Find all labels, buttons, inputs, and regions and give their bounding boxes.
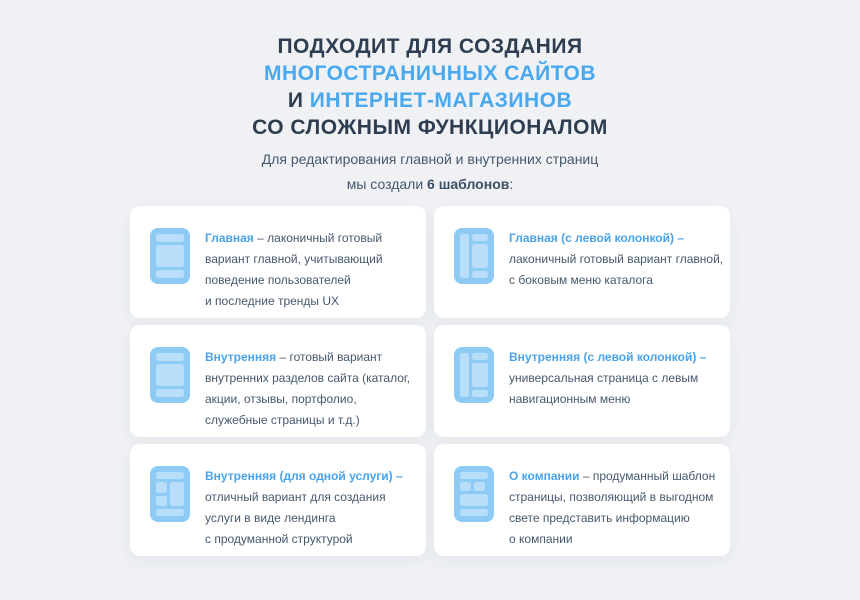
section-header <box>0 0 860 197</box>
card-text-line: навигационным меню <box>509 392 631 406</box>
templates-grid <box>130 206 730 556</box>
card-text-line: вариант главной, учитывающий <box>205 252 383 266</box>
card-text <box>205 347 412 437</box>
main-page-left-column-layout-icon <box>454 228 494 284</box>
section-subtitle <box>0 147 860 197</box>
card-text-line: с боковым меню каталога <box>509 273 653 287</box>
subtitle-line-1: Для редактирования главной и внутренних страниц <box>261 151 599 167</box>
card-text-line: служебные страницы и т.д.) <box>205 413 360 427</box>
inner-page-layout-icon <box>150 347 190 403</box>
card-title: О компании <box>509 469 580 483</box>
card-text-line: страницы, позволяющий в выгодном <box>509 490 714 504</box>
title-line-3: И ИНТЕРНЕТ-МАГАЗИНОВ <box>287 89 573 112</box>
inner-page-left-column-layout-icon <box>454 347 494 403</box>
template-card-inner-left-column <box>434 325 730 437</box>
single-service-landing-layout-icon <box>150 466 190 522</box>
card-text <box>509 466 716 556</box>
card-title-line <box>205 466 412 487</box>
template-card-about-company <box>434 444 730 556</box>
card-title-line: Внутренняя – готовый вариант <box>205 350 383 364</box>
card-title: Внутренняя <box>205 350 277 364</box>
card-text <box>205 466 412 556</box>
template-card-main <box>130 206 426 318</box>
card-title: Внутренняя (для одной услуги) – <box>205 469 403 483</box>
card-text-line: акции, отзывы, портфолио, <box>205 392 357 406</box>
template-card-main-left-column <box>434 206 730 318</box>
card-text-line: внутренних разделов сайта (каталог, <box>205 371 411 385</box>
card-text <box>509 347 716 437</box>
card-text-line: о компании <box>509 532 573 546</box>
card-text-line: отличный вариант для создания <box>205 490 386 504</box>
card-title-line: О компании – продуманный шаблон <box>509 469 716 483</box>
template-card-single-service <box>130 444 426 556</box>
title-line-4: СО СЛОЖНЫМ ФУНКЦИОНАЛОМ <box>252 116 608 139</box>
card-title: Внутренняя (с левой колонкой) – <box>509 350 707 364</box>
card-text <box>509 228 723 318</box>
about-company-layout-icon <box>454 466 494 522</box>
card-text-line: и последние тренды UX <box>205 294 340 308</box>
card-title-line <box>509 228 723 249</box>
templates-count: 6 шаблонов <box>427 176 510 192</box>
card-title: Главная <box>205 231 254 245</box>
card-text-line: свете представить информацию <box>509 511 690 525</box>
card-title-line <box>509 347 716 368</box>
card-title-line: Главная – лаконичный готовый <box>205 231 383 245</box>
card-text-line: поведение пользователей <box>205 273 351 287</box>
subtitle-line-2: мы создали 6 шаблонов: <box>346 176 514 192</box>
title-line-2: МНОГОСТРАНИЧНЫХ САЙТОВ <box>263 62 597 85</box>
card-text <box>205 228 412 318</box>
section-title <box>0 0 860 141</box>
card-text-line: лаконичный готовый вариант главной, <box>509 252 724 266</box>
template-card-inner <box>130 325 426 437</box>
card-text-line: универсальная страница с левым <box>509 371 699 385</box>
card-text-line: услуги в виде лендинга <box>205 511 336 525</box>
title-line-1: ПОДХОДИТ ДЛЯ СОЗДАНИЯ <box>277 35 583 58</box>
card-title: Главная (с левой колонкой) – <box>509 231 685 245</box>
main-page-layout-icon <box>150 228 190 284</box>
card-text-line: с продуманной структурой <box>205 532 353 546</box>
